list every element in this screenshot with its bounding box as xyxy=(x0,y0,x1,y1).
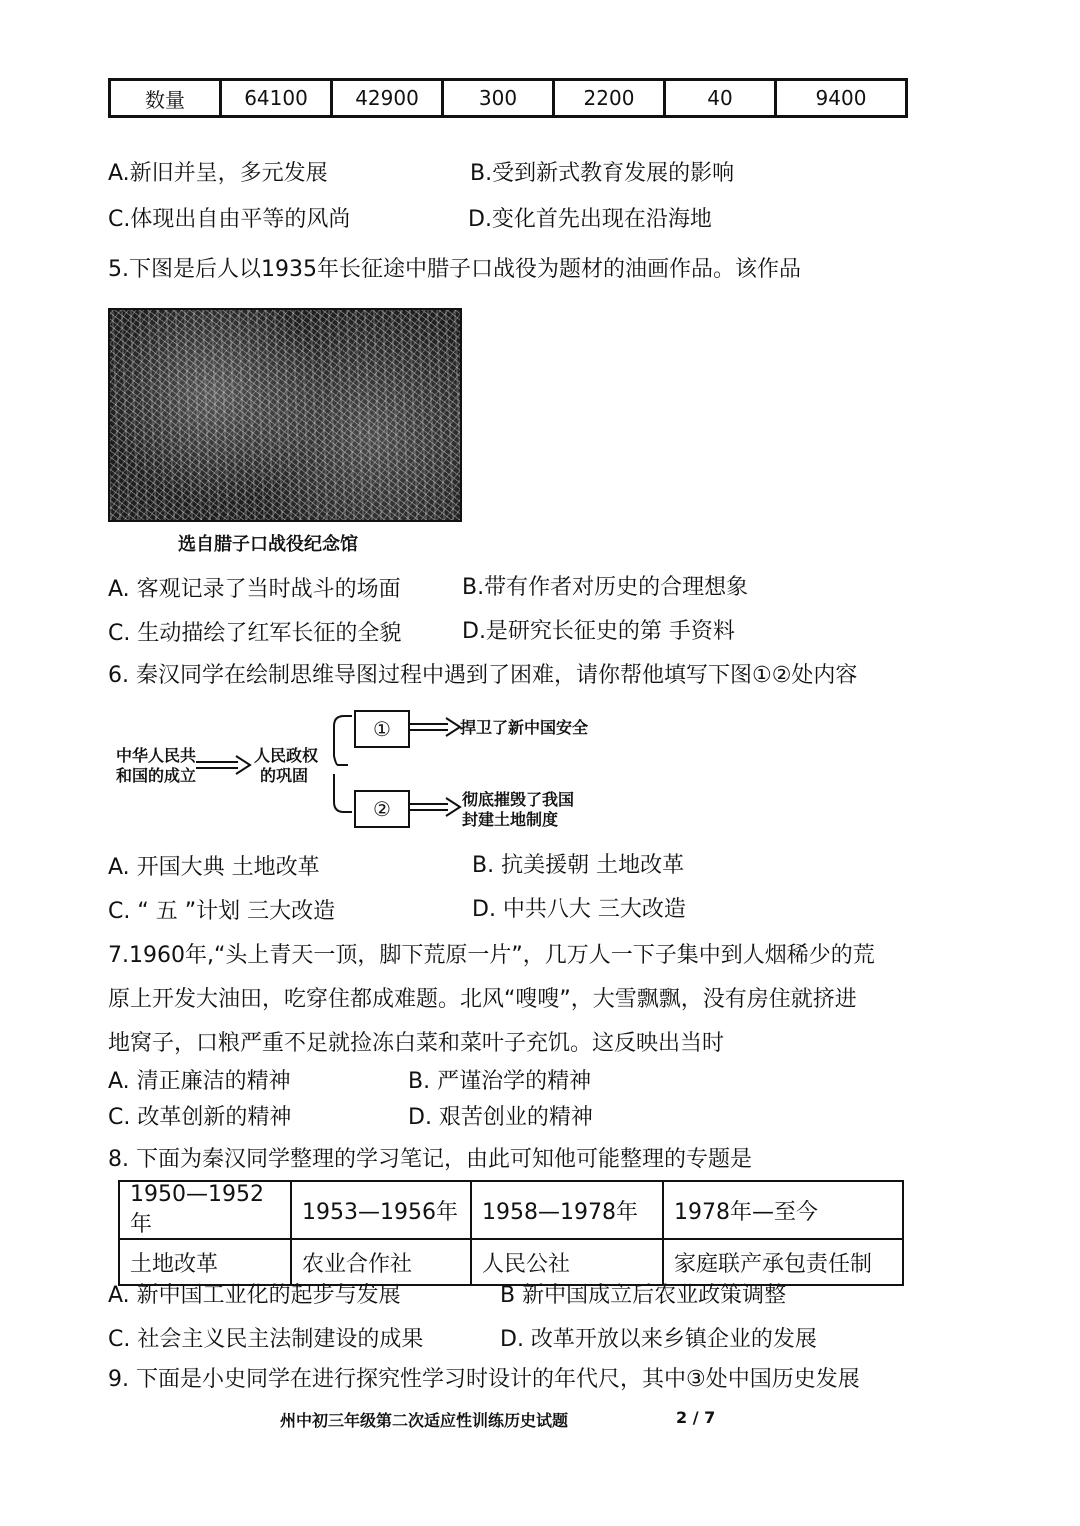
table-cell: 42900 xyxy=(332,80,443,117)
mindmap-result-2-line1: 彻底摧毁了我国 xyxy=(462,790,575,809)
q5-stem: 5.下图是后人以1935年长征途中腊子口战役为题材的油画作品。该作品 xyxy=(108,257,801,282)
table-row xyxy=(119,1239,903,1285)
table-header-cell: 1978年—至今 xyxy=(663,1181,903,1239)
table-row xyxy=(110,80,907,117)
box-2-label: ② xyxy=(373,797,391,821)
mindmap-box-2 xyxy=(354,790,410,828)
q8-stem: 8. 下面为秦汉同学整理的学习笔记，由此可知他可能整理的专题是 xyxy=(108,1147,752,1172)
table-header-cell: 1958—1978年 xyxy=(471,1181,663,1239)
page-number: 2 / 7 xyxy=(676,1408,716,1427)
q7-option-c: C. 改革创新的精神 xyxy=(108,1105,292,1130)
q4-option-d: D.变化首先出现在沿海地 xyxy=(468,207,712,232)
q7-option-d: D. 艰苦创业的精神 xyxy=(408,1105,593,1130)
mindmap-result-2-line2: 封建土地制度 xyxy=(462,810,559,829)
q7-line-2: 原上开发大油田，吃穿住都成难题。北风“嗖嗖”，大雪飘飘，没有房住就挤进 xyxy=(108,987,857,1012)
table-cell: 9400 xyxy=(776,80,907,117)
mindmap-root-line1: 中华人民共 xyxy=(116,746,197,765)
q4-option-c: C.体现出自由平等的风尚 xyxy=(108,207,351,232)
q4-option-b: B.受到新式教育发展的影响 xyxy=(470,161,735,186)
table-cell: 家庭联产承包责任制 xyxy=(663,1239,903,1285)
table-row xyxy=(119,1181,903,1239)
table-header-cell: 1950—1952年 xyxy=(119,1181,291,1239)
mindmap-root-line2: 和国的成立 xyxy=(116,766,197,785)
mind-map xyxy=(108,706,708,836)
q8-option-b: B 新中国成立后农业政策调整 xyxy=(500,1283,787,1308)
table-cell: 2200 xyxy=(554,80,665,117)
q9-stem: 9. 下面是小史同学在进行探究性学习时设计的年代尺，其中③处中国历史发展 xyxy=(108,1367,860,1392)
mindmap-mid-line1: 人民政权 xyxy=(254,746,319,765)
q8-option-c: C. 社会主义民主法制建设的成果 xyxy=(108,1327,424,1352)
q7-line-3: 地窝子，口粮严重不足就捡冻白菜和菜叶子充饥。这反映出当时 xyxy=(108,1031,725,1056)
table-cell: 人民公社 xyxy=(471,1239,663,1285)
box-1-label: ① xyxy=(373,717,391,741)
q5-option-a: A. 客观记录了当时战斗的场面 xyxy=(108,577,401,602)
table-header-cell: 1953—1956年 xyxy=(291,1181,471,1239)
table-cell: 40 xyxy=(665,80,776,117)
mindmap-result-1: 捍卫了新中国安全 xyxy=(460,718,589,737)
table-cell: 农业合作社 xyxy=(291,1239,471,1285)
table-row-label: 数量 xyxy=(110,80,221,117)
q6-option-a: A. 开国大典 土地改革 xyxy=(108,855,320,880)
q5-option-b: B.带有作者对历史的合理想象 xyxy=(462,575,749,600)
mindmap-mid-line2: 的巩固 xyxy=(260,766,309,785)
painting-caption: 选自腊子口战役纪念馆 xyxy=(178,534,358,555)
study-notes-table xyxy=(118,1180,904,1286)
oil-painting-image xyxy=(108,308,462,522)
q4-option-a: A.新旧并呈，多元发展 xyxy=(108,161,328,186)
table-cell: 300 xyxy=(443,80,554,117)
table-cell: 64100 xyxy=(221,80,332,117)
quantity-table xyxy=(108,78,908,118)
q7-line-1: 7.1960年,“头上青天一顶，脚下荒原一片”，几万人一下子集中到人烟稀少的荒 xyxy=(108,943,875,968)
q6-option-c: C. “ 五 ”计划 三大改造 xyxy=(108,899,336,924)
q5-option-d: D.是研究长征史的第 手资料 xyxy=(462,619,735,644)
q5-option-c: C. 生动描绘了红军长征的全貌 xyxy=(108,621,402,646)
q6-option-b: B. 抗美援朝 土地改革 xyxy=(472,853,685,878)
q7-option-b: B. 严谨治学的精神 xyxy=(408,1069,592,1094)
footer-title: 州中初三年级第二次适应性训练历史试题 xyxy=(280,1411,569,1430)
table-cell: 土地改革 xyxy=(119,1239,291,1285)
mindmap-box-1 xyxy=(354,710,410,748)
q6-option-d: D. 中共八大 三大改造 xyxy=(472,897,686,922)
q8-option-a: A. 新中国工业化的起步与发展 xyxy=(108,1283,401,1308)
q6-stem: 6. 秦汉同学在绘制思维导图过程中遇到了困难，请你帮他填写下图①②处内容 xyxy=(108,663,858,688)
q7-option-a: A. 清正廉洁的精神 xyxy=(108,1069,291,1094)
q8-option-d: D. 改革开放以来乡镇企业的发展 xyxy=(500,1327,817,1352)
